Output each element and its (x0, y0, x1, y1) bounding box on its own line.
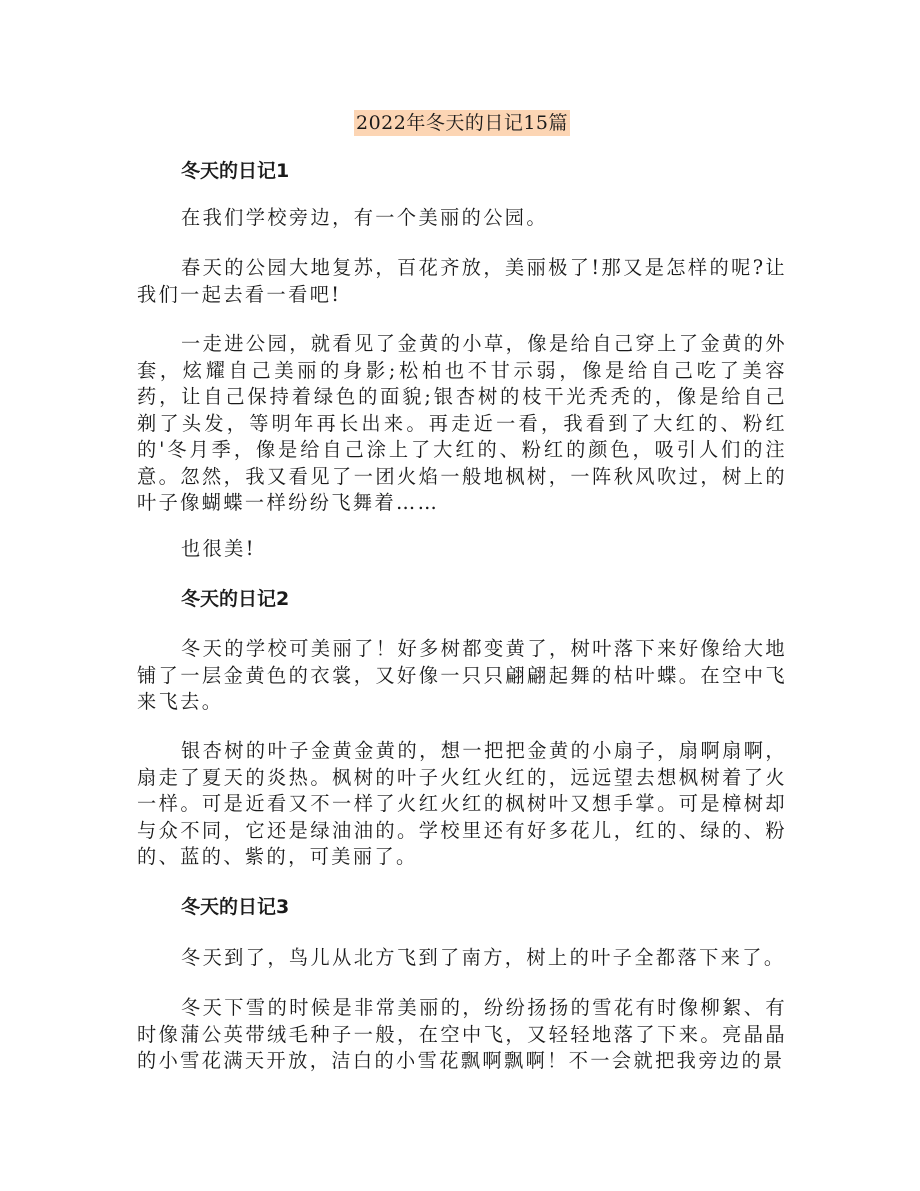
section-heading: 冬天的日记1 (181, 160, 290, 182)
paragraph-block (137, 536, 787, 563)
paragraph-block (137, 945, 787, 972)
paragraph: 冬天下雪的时候是非常美丽的，纷纷扬扬的雪花有时像柳絮、有时像蒲公英带绒毛种子一般，在空中飞，又轻轻地落了下来。亮晶晶的小雪花满天开放，洁白的小雪花飘啊飘啊！不一会就把我旁边的景 (137, 996, 787, 1072)
title-container (137, 110, 787, 136)
paragraph: 也很美! (181, 537, 256, 560)
paragraph: 银杏树的叶子金黄金黄的，想一把把金黄的小扇子，扇啊扇啊，扇走了夏天的炎热。枫树的叶子火红火红的，远远望去想枫树着了火一样。可是近看又不一样了火红火红的枫树叶又想手掌。可是樟树却与众不同，它还是绿油油的。学校里还有好多花儿，红的、绿的、粉的、蓝的、紫的，可美丽了。 (137, 739, 787, 868)
paragraph: 冬天的学校可美丽了！好多树都变黄了，树叶落下来好像给大地铺了一层金黄色的衣裳，又好像一只只翩翩起舞的枯叶蝶。在空中飞来飞去。 (137, 637, 787, 713)
paragraph: 一走进公园，就看见了金黄的小草，像是给自己穿上了金黄的外套，炫耀自己美丽的身影;松柏也不甘示弱，像是给自己吃了美容药，让自己保持着绿色的面貌;银杏树的枝干光秃秃的，像是给自己剃了头发，等明年再长出来。再走近一看，我看到了大红的、粉红的'冬月季，像是给自己涂上了大红的、粉红的颜色，吸引人们的注意。忽然，我又看见了一团火焰一般地枫树，一阵秋风吹过，树上的叶子像蝴蝶一样纷纷飞舞着…… (137, 332, 787, 514)
document-title: 2022年冬天的日记15篇 (355, 112, 569, 134)
section-heading-3-block (137, 894, 787, 920)
paragraph: 在我们学校旁边，有一个美丽的公园。 (181, 206, 548, 229)
paragraph-block (137, 995, 787, 1075)
paragraph: 春天的公园大地复苏，百花齐放，美丽极了!那又是怎样的呢?让我们一起去看一看吧! (137, 256, 787, 306)
paragraph-block (137, 636, 787, 716)
paragraph: 冬天到了，鸟儿从北方飞到了南方，树上的叶子全都落下来了。 (181, 946, 786, 969)
section-heading-2-block (137, 586, 787, 612)
section-heading-1-block (137, 158, 787, 184)
paragraph-block (137, 331, 787, 517)
paragraph-block (137, 255, 787, 308)
paragraph-block (137, 205, 787, 232)
section-heading: 冬天的日记3 (181, 896, 290, 918)
paragraph-block (137, 738, 787, 871)
section-heading: 冬天的日记2 (181, 588, 290, 610)
